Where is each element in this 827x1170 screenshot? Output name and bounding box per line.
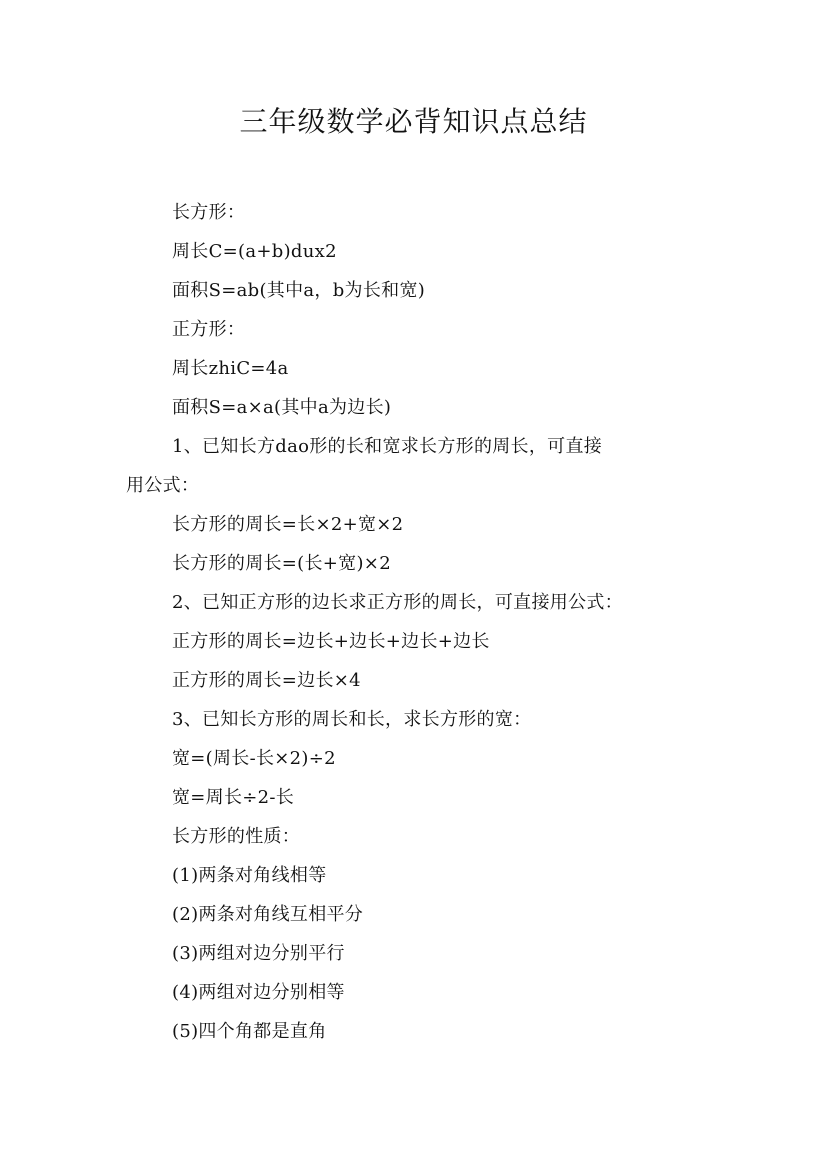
document-body — [126, 193, 726, 1051]
paragraph-line: 2、已知正方形的边长求正方形的周长，可直接用公式： — [172, 592, 623, 613]
paragraph-line: 3、已知长方形的周长和长，求长方形的宽： — [172, 709, 532, 730]
paragraph-line: (2)两条对角线互相平分 — [172, 904, 364, 925]
document-title: 三年级数学必背知识点总结 — [239, 105, 588, 138]
paragraph-line: (3)两组对边分别平行 — [172, 943, 345, 964]
paragraph-line: 周长C=(a+b)dux2 — [172, 241, 337, 262]
paragraph-line: 周长zhiC=4a — [172, 358, 289, 379]
paragraph-line: 面积S=ab(其中a，b为长和宽) — [172, 280, 426, 301]
paragraph-line: 长方形的周长=(长+宽)×2 — [172, 553, 391, 574]
paragraph-line: (4)两组对边分别相等 — [172, 982, 345, 1003]
paragraph-line: 宽=(周长-长×2)÷2 — [172, 748, 336, 769]
paragraph-line: 正方形： — [172, 319, 246, 340]
paragraph-line: 用公式： — [126, 475, 200, 496]
paragraph-line: 长方形： — [172, 202, 246, 223]
paragraph-line: 面积S=a×a(其中a为边长) — [172, 397, 392, 418]
paragraph-line: 正方形的周长=边长+边长+边长+边长 — [172, 631, 490, 652]
paragraph-line: (5)四个角都是直角 — [172, 1021, 327, 1042]
paragraph-line: 正方形的周长=边长×4 — [172, 670, 361, 691]
paragraph-line: 长方形的性质： — [172, 826, 301, 847]
paragraph-line: 1、已知长方dao形的长和宽求长方形的周长，可直接 — [172, 436, 603, 457]
paragraph-line: 长方形的周长=长×2+宽×2 — [172, 514, 404, 535]
paragraph-line: 宽=周长÷2-长 — [172, 787, 295, 808]
paragraph-line: (1)两条对角线相等 — [172, 865, 327, 886]
